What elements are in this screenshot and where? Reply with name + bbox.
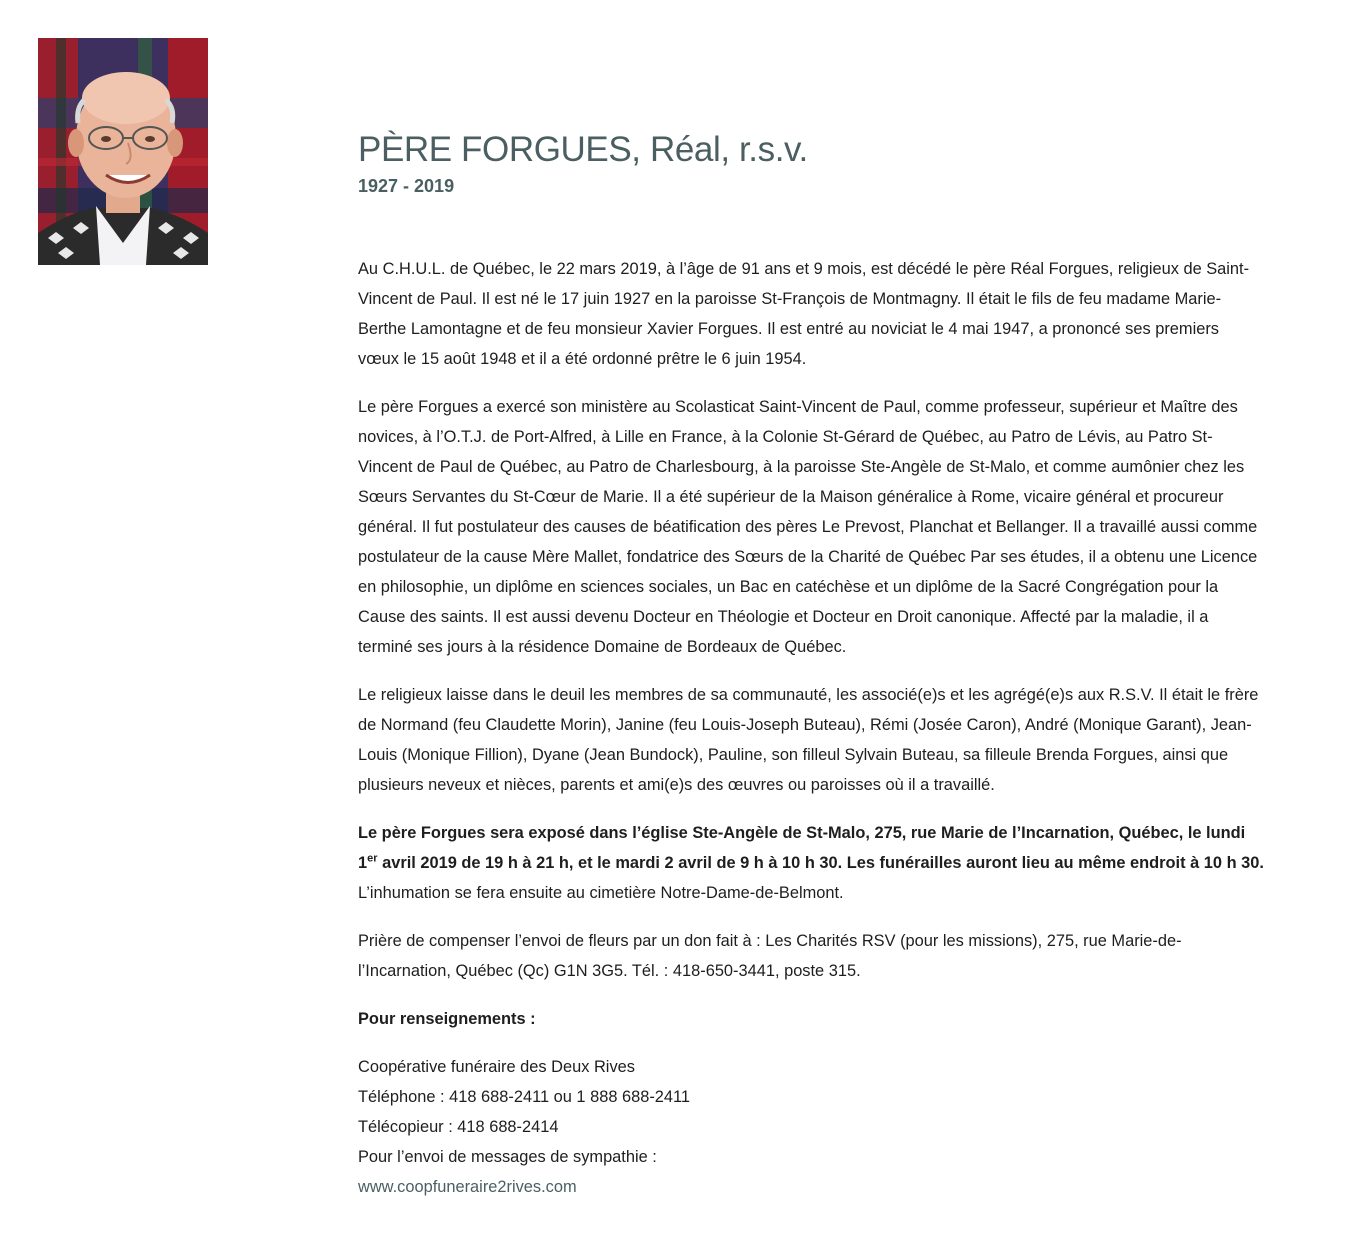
paragraph-ministry: Le père Forgues a exercé son ministère au Scolasticat Saint-Vincent de Paul, comme professeur, supérieur et Maître des novices, à l’O.T.J. de Port-Alfred, à Lille en France, à la Colonie St-Gérard de Québec, au Patro de Lévis, au Patro St-Vincent de Paul de Québec, au Patro de Charlesbourg, à la paroisse Ste-Angèle de St-Malo, et comme aumônier chez les Sœurs Servantes du St-Cœur de Marie. Il a été supérieur de la Maison généralice à Rome, vicaire général et procureur général. Il fut postulateur des causes de béatification des pères Le Prevost, Planchat et Bellanger. Il a travaillé aussi comme postulateur de la cause Mère Mallet, fondatrice des Sœurs de la Charité de Québec Par ses études, il a obtenu une Licence en philosophie, un diplôme en sciences sociales, un Bac en catéchèse et un diplôme de la Sacré Congrégation pour la Cause des saints. Il est aussi devenu Docteur en Théologie et Docteur en Droit canonique. Affecté par la maladie, il a terminé ses jours à la résidence Domaine de Bordeaux de Québec. xyxy=(358,398,1258,656)
contact-block xyxy=(358,1052,1264,1202)
life-years: 1927 - 2019 xyxy=(358,176,455,196)
website-link[interactable]: www.coopfuneraire2rives.com xyxy=(358,1178,577,1196)
obituary-body xyxy=(358,254,1264,1202)
paragraph-donations: Prière de compenser l’envoi de fleurs par un don fait à : Les Charités RSV (pour les missions), 275, rue Marie-de-l’Incarnation, Québec (Qc) G1N 3G5. Tél. : 418-650-3441, poste 315. xyxy=(358,932,1182,980)
funeral-details-bold-a: Le père Forgues sera exposé dans l’église Ste-Angèle de St-Malo, 275, rue Marie de l’Incarnation, Québec, le lundi 1 xyxy=(358,824,1246,872)
paragraph-funeral-details xyxy=(358,818,1264,908)
portrait-photo xyxy=(38,38,208,265)
paragraph-death-notice: Au C.H.U.L. de Québec, le 22 mars 2019, à l’âge de 91 ans et 9 mois, est décédé le père Réal Forgues, religieux de Saint-Vincent de Paul. Il est né le 17 juin 1927 en la paroisse St-François de Montmagny. Il était le fils de feu madame Marie-Berthe Lamontagne et de feu monsieur Xavier Forgues. Il est entré au noviciat le 4 mai 1947, a prononcé ses premiers vœux le 15 août 1948 et il a été ordonné prêtre le 6 juin 1954. xyxy=(358,260,1250,368)
phone-line: Téléphone : 418 688-2411 ou 1 888 688-2411 xyxy=(358,1088,691,1106)
obituary-name: PÈRE FORGUES, Réal, r.s.v. xyxy=(358,130,808,169)
info-heading: Pour renseignements : xyxy=(358,1010,536,1028)
obituary-content xyxy=(358,126,1264,1220)
ordinal-suffix: er xyxy=(367,852,378,865)
funeral-home-name: Coopérative funéraire des Deux Rives xyxy=(358,1058,635,1076)
fax-line: Télécopieur : 418 688-2414 xyxy=(358,1118,559,1136)
paragraph-family: Le religieux laisse dans le deuil les membres de sa communauté, les associé(e)s et les agrégé(e)s aux R.S.V. Il était le frère de Normand (feu Claudette Morin), Janine (feu Louis-Joseph Buteau), Rémi (Josée Caron), André (Monique Garant), Jean-Louis (Monique Fillion), Dyane (Jean Bundock), Pauline, son filleul Sylvain Buteau, sa filleule Brenda Forgues, ainsi que plusieurs neveux et nièces, parents et ami(e)s des œuvres ou paroisses où il a travaillé. xyxy=(358,686,1259,794)
funeral-details-bold-b: avril 2019 de 19 h à 21 h, et le mardi 2 avril de 9 h à 10 h 30. Les funérailles auront lieu au même endroit à 10 h 30. xyxy=(377,854,1264,872)
burial-info: L’inhumation se fera ensuite au cimetière Notre-Dame-de-Belmont. xyxy=(358,884,844,902)
sympathy-line: Pour l’envoi de messages de sympathie : xyxy=(358,1148,657,1166)
